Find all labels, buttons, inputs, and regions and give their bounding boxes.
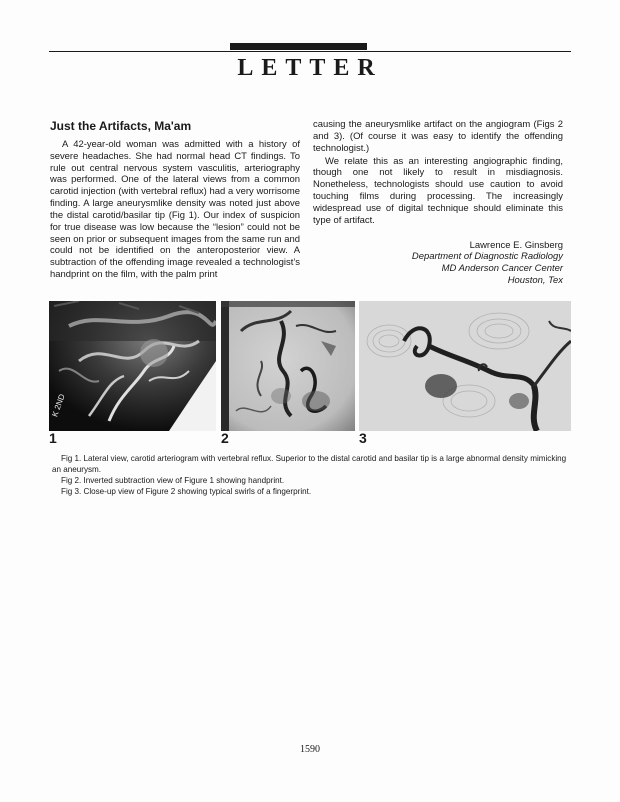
header-accent-bar <box>230 43 367 50</box>
body-paragraph: causing the aneurysmlike artifact on the angiogram (Figs 2 and 3). (Of course it was easy to identify the offending technologist.) <box>313 119 563 154</box>
header-rule <box>49 51 571 52</box>
section-title: LETTER <box>237 55 383 81</box>
author-signature <box>313 240 563 287</box>
figure-label-3: 3 <box>359 430 367 446</box>
figure-caption: Fig 1. Lateral view, carotid arteriogram with vertebral reflux. Superior to the distal carotid and basilar tip is a large abnormal density mimicking an aneurysm. <box>52 454 567 474</box>
body-paragraph: We relate this as an interesting angiographic finding, though one not likely to result in misdiagnosis. Nonetheless, technologists should use caution to avoid touching films during processing. The increasingly widespread use of digital technique should eliminate this type of artifact. <box>313 155 563 226</box>
figure-1-image <box>49 301 216 431</box>
left-column <box>50 121 300 281</box>
right-column <box>313 119 563 287</box>
page-number: 1590 <box>300 744 320 755</box>
figure-3-image <box>359 301 571 431</box>
author-institution: MD Anderson Cancer Center <box>441 263 563 275</box>
figure-caption: Fig 2. Inverted subtraction view of Figure 1 showing handprint. <box>61 476 285 485</box>
figure-caption: Fig 3. Close-up view of Figure 2 showing typical swirls of a fingerprint. <box>61 487 312 496</box>
author-name: Lawrence E. Ginsberg <box>469 239 563 251</box>
figure-label-2: 2 <box>221 430 229 446</box>
figure-2-image <box>221 301 355 431</box>
author-location: Houston, Tex <box>507 275 563 287</box>
body-paragraph: A 42-year-old woman was admitted with a history of severe headaches. She had normal head CT findings. To rule out central nervous system vasculitis, arteriography was performed. One of the lateral views from a common carotid injection (with vertebral reflux) had a very worrisome finding. A large aneurysmlike density was noted just above the distal carotid/basilar tip (Fig 1). Our index of suspicion for true disease was low because the “lesion” could not be seen on prior or subsequent images from the same run and could not be identified on the anteroposterior view. A subtraction of the offending image revealed a technologist’s handprint on the film, with the palm print <box>50 138 300 281</box>
author-department: Department of Diagnostic Radiology <box>411 251 563 263</box>
figure-captions <box>52 453 571 497</box>
figure-label-1: 1 <box>49 430 57 446</box>
film-marker: K 2ND <box>50 392 67 419</box>
article-title: Just the Artifacts, Ma'am <box>50 119 192 133</box>
